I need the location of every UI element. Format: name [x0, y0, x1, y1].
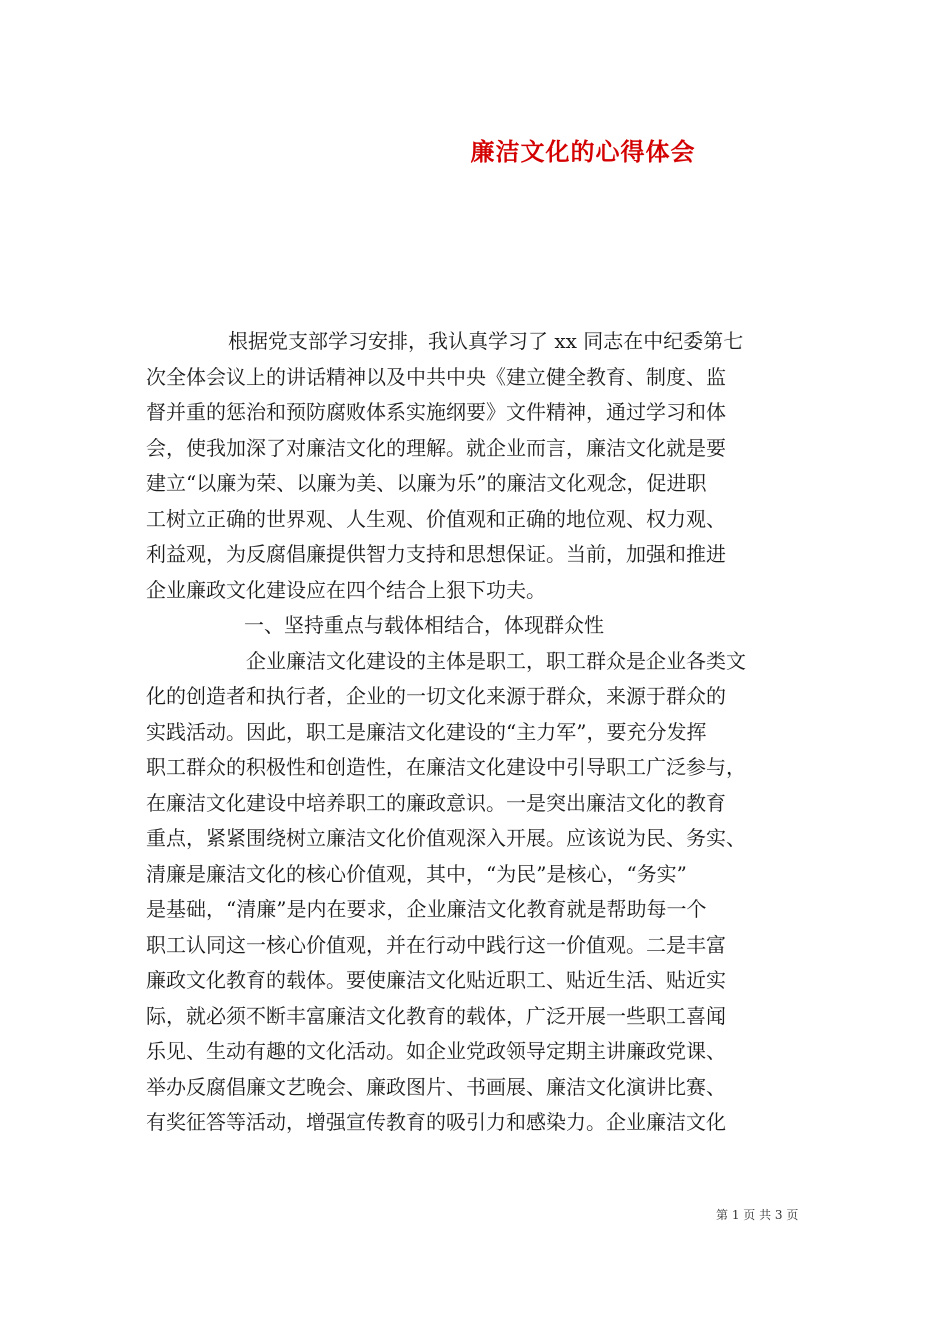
paragraph-line: 有奖征答等活动，增强宣传教育的吸引力和感染力。企业廉洁文化	[146, 1110, 726, 1134]
page-number: 第 1 页 共 3 页	[716, 1208, 799, 1222]
paragraph-line: 工树立正确的世界观、人生观、价值观和正确的地位观、权力观、	[146, 506, 726, 531]
paragraph-line: 企业廉政文化建设应在四个结合上狠下功夫。	[146, 577, 546, 602]
paragraph-line: 企业廉洁文化建设的主体是职工，职工群众是企业各类文	[246, 648, 746, 673]
paragraph-line: 建立“以廉为荣、以廉为美、以廉为乐”的廉洁文化观念，促进职	[146, 471, 707, 495]
paragraph-line: 利益观，为反腐倡廉提供智力支持和思想保证。当前，加强和推进	[146, 542, 726, 566]
paragraph-line: 清廉是廉洁文化的核心价值观，其中，“为民”是核心，“务实”	[146, 861, 687, 886]
paragraph-line: 际，就必须不断丰富廉洁文化教育的载体，广泛开展一些职工喜闻	[146, 1003, 726, 1028]
document-body	[146, 324, 806, 1141]
paragraph-line: 化的创造者和执行者，企业的一切文化来源于群众，来源于群众的	[146, 684, 726, 708]
paragraph-line: 次全体会议上的讲话精神以及中共中央《建立健全教育、制度、监	[146, 364, 726, 389]
paragraph-line: 实践活动。因此，职工是廉洁文化建设的“主力军”，要充分发挥	[146, 719, 707, 744]
paragraph-line: 廉政文化教育的载体。要使廉洁文化贴近职工、贴近生活、贴近实	[146, 968, 726, 992]
document-title: 廉洁文化的心得体会	[470, 138, 696, 166]
paragraph-line: 职工认同这一核心价值观，并在行动中践行这一价值观。二是丰富	[146, 932, 726, 957]
paragraph-line: 举办反腐倡廉文艺晚会、廉政图片、书画展、廉洁文化演讲比赛、	[146, 1074, 726, 1099]
section-heading: 一、坚持重点与载体相结合，体现群众性	[244, 613, 604, 637]
paragraph-line: 职工群众的积极性和创造性，在廉洁文化建设中引导职工广泛参与，	[146, 755, 746, 779]
paragraph-line: 在廉洁文化建设中培养职工的廉政意识。一是突出廉洁文化的教育	[146, 790, 726, 815]
paragraph-line: 会，使我加深了对廉洁文化的理解。就企业而言，廉洁文化就是要	[146, 435, 726, 460]
paragraph-line: 督并重的惩治和预防腐败体系实施纲要》文件精神，通过学习和体	[146, 400, 726, 424]
paragraph-line: 乐见、生动有趣的文化活动。如企业党政领导定期主讲廉政党课、	[146, 1039, 726, 1063]
paragraph-line: 根据党支部学习安排，我认真学习了 xx 同志在中纪委第七	[228, 329, 744, 353]
paragraph-line: 重点，紧紧围绕树立廉洁文化价值观深入开展。应该说为民、务实、	[146, 826, 746, 850]
paragraph-line: 是基础，“清廉”是内在要求，企业廉洁文化教育就是帮助每一个	[146, 897, 707, 921]
